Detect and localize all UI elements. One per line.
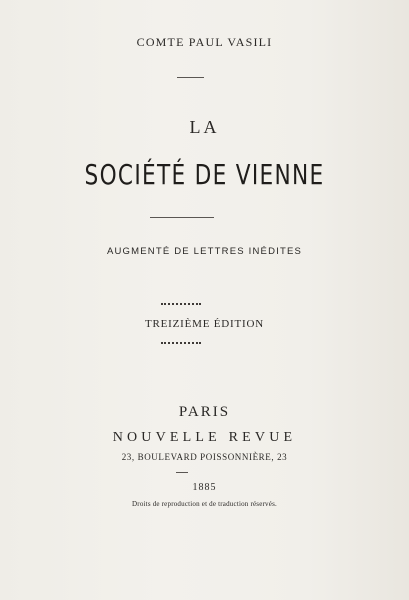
book-title: SOCIÉTÉ DE VIENNE xyxy=(84,158,325,191)
rule-author xyxy=(177,77,204,78)
title-article: LA xyxy=(189,117,220,137)
publication-year: 1885 xyxy=(192,482,217,493)
author-line: COMTE PAUL VASILI xyxy=(136,35,273,49)
rule-year xyxy=(176,472,188,473)
ornament-rule-bottom xyxy=(161,342,201,344)
rule-title xyxy=(150,217,214,218)
book-subtitle: AUGMENTÉ DE LETTRES INÉDITES xyxy=(106,246,303,257)
ornament-rule-top xyxy=(161,303,201,305)
publication-city: PARIS xyxy=(178,404,231,420)
publisher-name: NOUVELLE REVUE xyxy=(112,430,297,445)
edition-line: TREIZIÈME ÉDITION xyxy=(145,318,264,330)
publisher-address: 23, BOULEVARD POISSONNIÈRE, 23 xyxy=(121,452,288,462)
rights-notice: Droits de reproduction et de traduction réservés. xyxy=(132,500,277,508)
